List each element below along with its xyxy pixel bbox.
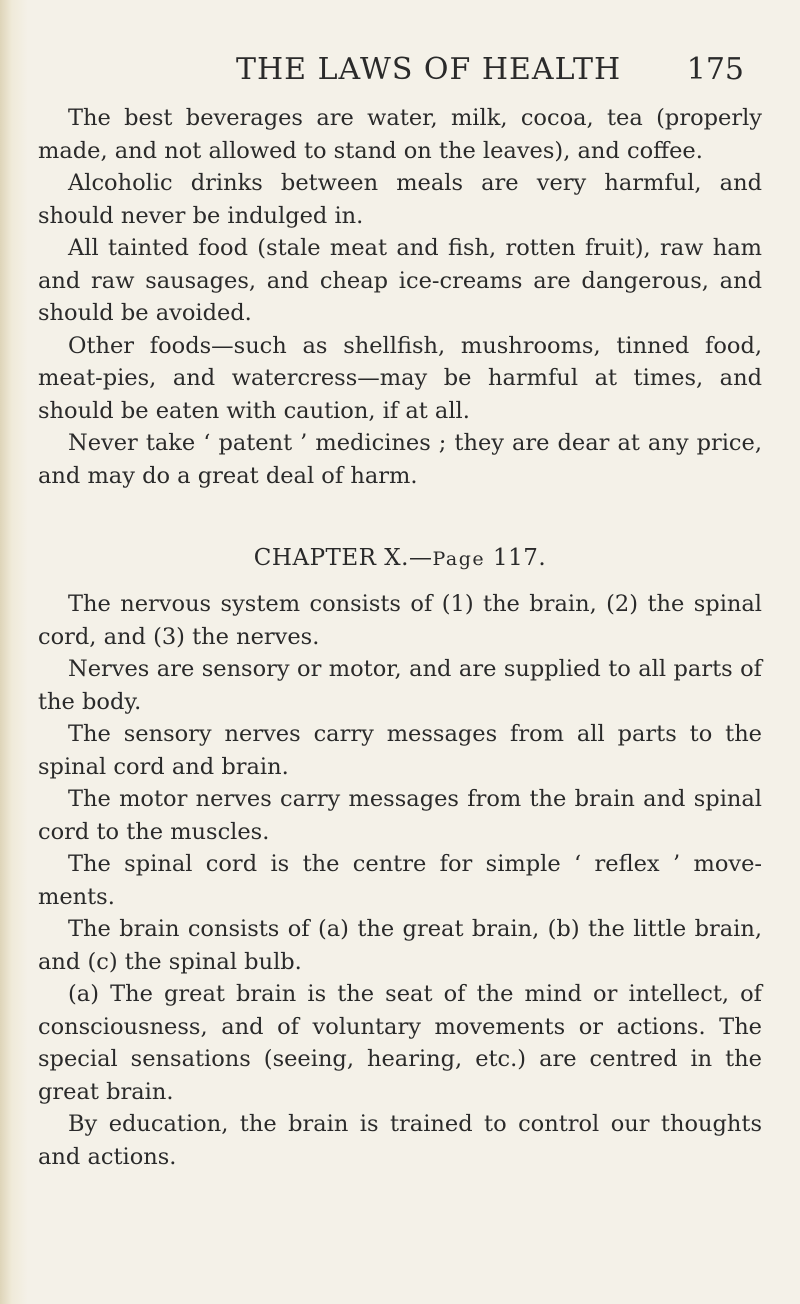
paragraph-tainted-food: All tainted food (stale meat and fish, rotten fruit), raw ham and raw sausages, and cheap ice-creams are dangerous, and should be avoided. [38,235,762,326]
paragraph-nervous-system: The nervous system consists of (1) the brain, (2) the spinal cord, and (3) the nerves. [38,591,762,650]
paragraph-other-foods: Other foods—such as shellfish, mushrooms, tinned food, meat-pies, and watercress—may be harmful at times, and should be eaten with caution, if at all. [38,332,762,424]
paragraph-beverages: The best beverages are water, milk, cocoa, tea (properly made, and not allowed to stand on the leaves), and coffee. [38,105,762,164]
chapter-heading [38,542,762,575]
paragraph-great-brain: (a) The great brain is the seat of the mind or intellect, of consciousness, and of voluntary movements or actions. The special sensations (seeing, hearing, etc.) are centred in the great brain. [38,981,762,1105]
paragraph-nerves-types: Nerves are sensory or motor, and are supplied to all parts of the body. [38,656,762,715]
page-number: 175 [686,52,744,87]
paragraph-patent-medicines: Never take ‘ patent ’ medicines ; they are dear at any price, and may do a great deal of harm. [38,430,762,489]
paragraph-sensory-nerves: The sensory nerves carry messages from all parts to the spinal cord and brain. [38,721,762,780]
paragraph-motor-nerves: The motor nerves carry messages from the brain and spinal cord to the muscles. [38,786,762,845]
running-title: THE LAWS OF HEALTH [236,52,622,87]
chapter-title: CHAPTER X.— [253,545,433,571]
page-body [38,102,762,1173]
paragraph-alcohol: Alcoholic drinks between meals are very harmful, and should never be indulged in. [38,170,762,229]
paragraph-brain-parts: The brain consists of (a) the great brain, (b) the little brain, and (c) the spinal bulb. [38,916,762,975]
chapter-page-number: 117. [492,545,547,571]
page-header [0,52,800,92]
chapter-page-label: Page [432,548,486,570]
paragraph-education: By education, the brain is trained to control our thoughts and actions. [38,1111,762,1170]
paragraph-spinal-cord: The spinal cord is the centre for simple ‘ reflex ’ move- ments. [38,851,762,910]
